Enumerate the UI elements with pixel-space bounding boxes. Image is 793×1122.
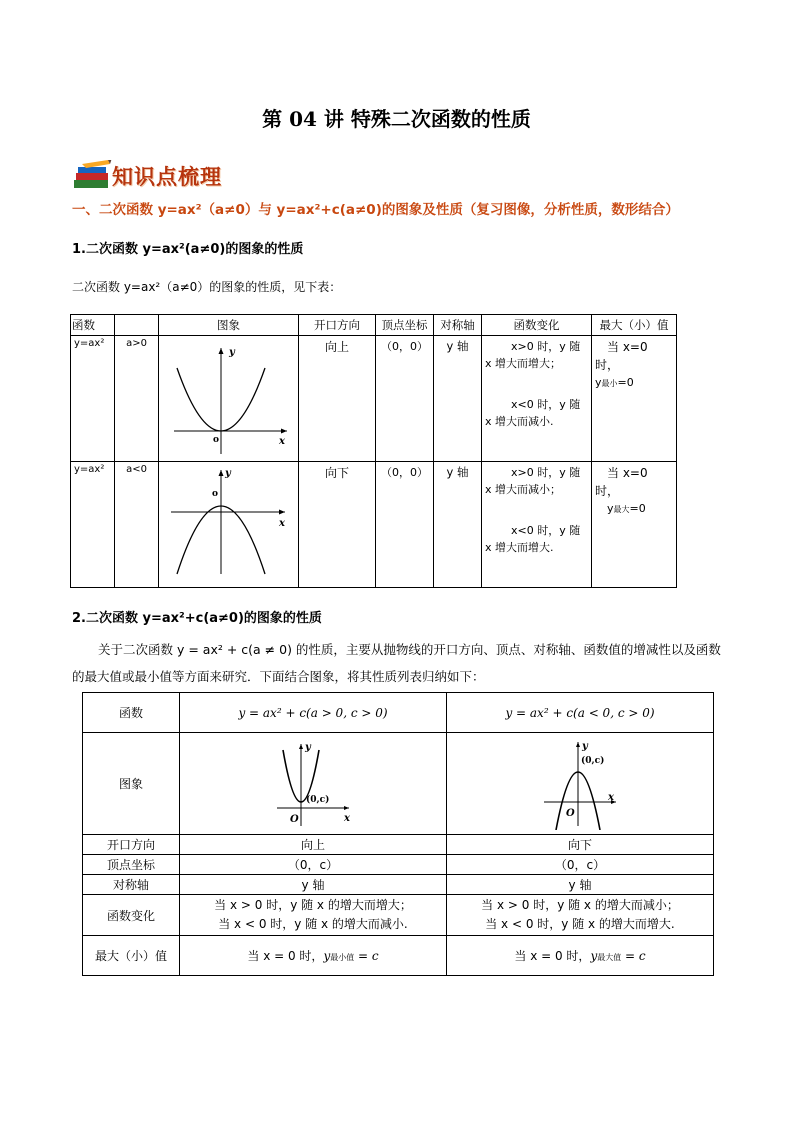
change-text: 当 x > 0 时，y 随 x 的增大而增大； [214, 898, 412, 912]
extreme-sub: 最小 [601, 379, 618, 388]
extreme-val: =0 [629, 502, 646, 515]
part1-heading: 1.二次函数 y=ax²(a≠0)的图象的性质 [72, 242, 304, 257]
vertex-cell: （0，c） [447, 855, 714, 875]
open-cell: 向下 [447, 835, 714, 855]
x-axis-label: x [279, 518, 285, 529]
change-cell [482, 462, 592, 588]
graph-cell [180, 733, 447, 835]
graph-cell [159, 336, 299, 462]
table-row [83, 835, 714, 855]
part2-heading: 2.二次函数 y=ax²+c(a≠0)的图象的性质 [72, 611, 322, 626]
header-cell: 函数 [71, 315, 115, 336]
change-text: x>0 时，y 随 x 增大而减小； [485, 466, 581, 496]
y-axis-label: y [582, 740, 588, 752]
origin-label: O [566, 807, 575, 819]
extreme-text: 当 x = 0 时， [247, 949, 324, 963]
table-row [83, 895, 714, 936]
cond-cell: a<0 [115, 462, 159, 588]
extreme-y: y [590, 949, 598, 963]
func-cell: y = ax² + c(a < 0, c > 0) [447, 693, 714, 733]
x-axis-label: x [344, 812, 350, 824]
func-cell: y = ax² + c(a > 0, c > 0) [180, 693, 447, 733]
axis-cell: y 轴 [447, 875, 714, 895]
y-axis-label: y [229, 347, 235, 358]
table-row [83, 936, 714, 976]
change-cell [482, 336, 592, 462]
table-row [71, 462, 677, 588]
extreme-sub: 最小值 [330, 953, 355, 962]
y-axis-label: y [305, 741, 311, 753]
table-row [83, 693, 714, 733]
header-cell: 开口方向 [299, 315, 376, 336]
page-title: 第 04 讲 特殊二次函数的性质 [262, 107, 531, 131]
cond-cell: a>0 [115, 336, 159, 462]
row-label: 顶点坐标 [83, 855, 180, 875]
vertex-cell: （0，c） [180, 855, 447, 875]
vertex-label: (0,c) [581, 755, 605, 766]
extreme-val: = c [621, 949, 646, 963]
extreme-y: y [595, 376, 602, 389]
header-cell: 对称轴 [434, 315, 482, 336]
downward-parabola-c-graph [540, 738, 620, 830]
extreme-cell [447, 936, 714, 976]
table-row [71, 336, 677, 462]
header-cell: 图象 [159, 315, 299, 336]
open-cell: 向上 [180, 835, 447, 855]
table-row [83, 855, 714, 875]
extreme-sub: 最大值 [597, 953, 622, 962]
header-cell: 函数变化 [482, 315, 592, 336]
row-label: 函数 [83, 693, 180, 733]
extreme-cell [592, 336, 677, 462]
properties-table-1 [70, 314, 677, 588]
badge-label: 知识点梳理 [112, 165, 222, 189]
extreme-val: =0 [617, 376, 634, 389]
axis-cell: y 轴 [434, 336, 482, 462]
header-cell: 顶点坐标 [376, 315, 434, 336]
change-text: x>0 时，y 随 x 增大而增大； [485, 340, 581, 370]
graph-cell [159, 462, 299, 588]
extreme-text: 当 x=0 时， [595, 340, 648, 372]
row-label: 对称轴 [83, 875, 180, 895]
x-axis-label: x [279, 436, 285, 447]
change-cell [447, 895, 714, 936]
header-cell [115, 315, 159, 336]
extreme-y: y [323, 949, 331, 963]
func-cell: y=ax² [71, 336, 115, 462]
table-row [83, 875, 714, 895]
extreme-val: = c [354, 949, 379, 963]
axis-cell: y 轴 [180, 875, 447, 895]
origin-label: o [213, 435, 220, 445]
table-row [83, 733, 714, 835]
extreme-sub: 最大 [613, 505, 630, 514]
change-text: 当 x < 0 时，y 随 x 的增大而减小. [218, 917, 408, 931]
open-cell: 向上 [299, 336, 376, 462]
row-label: 函数变化 [83, 895, 180, 936]
row-label: 开口方向 [83, 835, 180, 855]
extreme-y: y [607, 502, 614, 515]
vertex-cell: （0，0） [376, 336, 434, 462]
change-text: x<0 时，y 随 x 增大而减小. [485, 398, 581, 428]
section-heading: 一、二次函数 y=ax²（a≠0）与 y=ax²+c(a≠0)的图象及性质（复习图像，分析性质，数形结合） [72, 202, 679, 218]
row-label: 图象 [83, 733, 180, 835]
vertex-label: (0,c) [306, 794, 330, 805]
books-icon [72, 160, 114, 192]
open-cell: 向下 [299, 462, 376, 588]
table-header-row [71, 315, 677, 336]
properties-table-2 [82, 692, 714, 976]
y-axis-label: y [225, 468, 231, 479]
change-text: 当 x > 0 时，y 随 x 的增大而减小； [481, 898, 679, 912]
part1-intro: 二次函数 y=ax²（a≠0）的图象的性质，见下表： [72, 280, 342, 294]
change-text: 当 x < 0 时，y 随 x 的增大而增大. [485, 917, 675, 931]
axis-cell: y 轴 [434, 462, 482, 588]
extreme-cell [592, 462, 677, 588]
section-badge [72, 158, 247, 192]
extreme-cell [180, 936, 447, 976]
header-cell: 最大（小）值 [592, 315, 677, 336]
change-text: x<0 时，y 随 x 增大而增大. [485, 524, 581, 554]
part2-intro: 关于二次函数 y = ax² + c(a ≠ 0) 的性质，主要从抛物线的开口方向、顶点、对称轴、函数值的增减性以及函数的最大值或最小值等方面来研究．下面结合图象，将其性质列表归纳如下： [72, 642, 721, 684]
origin-label: o [212, 489, 219, 499]
x-axis-label: x [608, 791, 614, 803]
origin-label: O [290, 813, 299, 825]
extreme-text: 当 x = 0 时， [514, 949, 591, 963]
func-cell: y=ax² [71, 462, 115, 588]
extreme-text: 当 x=0 时， [595, 466, 648, 498]
graph-cell [447, 733, 714, 835]
upward-parabola-c-graph [273, 738, 353, 830]
row-label: 最大（小）值 [83, 936, 180, 976]
change-cell [180, 895, 447, 936]
downward-parabola-graph [159, 462, 297, 584]
upward-parabola-graph [159, 336, 297, 458]
vertex-cell: （0，0） [376, 462, 434, 588]
